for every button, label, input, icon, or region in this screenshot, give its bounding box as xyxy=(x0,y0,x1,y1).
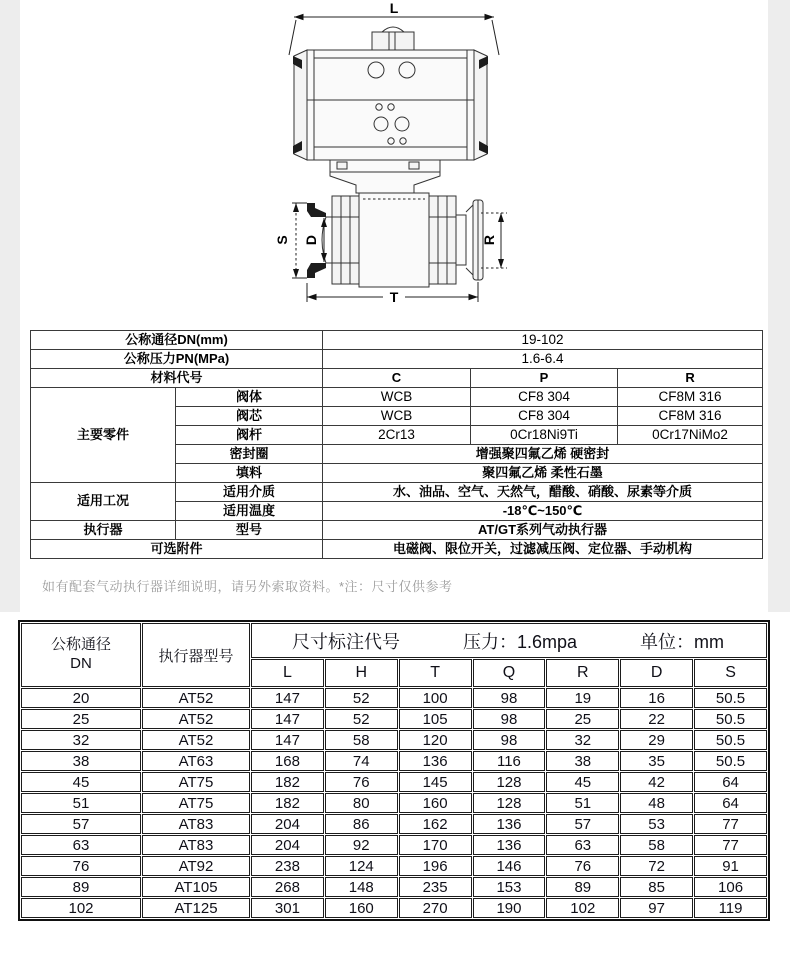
cell-dn: 45 xyxy=(21,772,141,792)
spec-group-label: 主要零件 xyxy=(31,388,176,483)
pressure-label: 压力：1.6mpa xyxy=(462,631,578,652)
valve-body xyxy=(332,193,456,287)
cell-dn: 63 xyxy=(21,835,141,855)
table-row xyxy=(21,709,767,729)
col-header-dn xyxy=(21,623,141,687)
footnote: 如有配套气动执行器详细说明，请另外索取资料。*注：尺寸仅供参考 xyxy=(20,559,768,612)
spec-value: 水、油品、空气、天然气，醋酸、硝酸、尿素等介质 xyxy=(323,483,763,502)
cell-T: 136 xyxy=(399,751,472,771)
spec-label: 型号 xyxy=(176,521,323,540)
cell-S: 50.5 xyxy=(694,730,767,750)
cell-D: 42 xyxy=(620,772,693,792)
spec-value: -18℃~150℃ xyxy=(323,502,763,521)
mounting-bracket xyxy=(330,160,440,193)
column-header: S xyxy=(694,659,767,687)
spec-label: 阀芯 xyxy=(176,407,323,426)
cell-Q: 116 xyxy=(473,751,546,771)
dim-R xyxy=(481,213,507,268)
cell-model: AT83 xyxy=(142,835,250,855)
cell-T: 270 xyxy=(399,898,472,918)
spec-value: 19-102 xyxy=(323,331,763,350)
cell-R: 51 xyxy=(546,793,619,813)
cell-L: 147 xyxy=(251,709,324,729)
table-row xyxy=(21,793,767,813)
cell-Q: 136 xyxy=(473,814,546,834)
cell-L: 147 xyxy=(251,688,324,708)
table-row xyxy=(21,814,767,834)
dim-label-S: S xyxy=(274,235,290,245)
spec-value: 聚四氟乙烯 柔性石墨 xyxy=(323,464,763,483)
cell-D: 85 xyxy=(620,877,693,897)
union-nut-left xyxy=(332,196,359,284)
cell-S: 64 xyxy=(694,772,767,792)
cell-H: 76 xyxy=(325,772,398,792)
spec-group-label: 执行器 xyxy=(31,521,176,540)
cell-D: 58 xyxy=(620,835,693,855)
cell-D: 29 xyxy=(620,730,693,750)
cell-L: 168 xyxy=(251,751,324,771)
column-header: Q xyxy=(473,659,546,687)
column-header: T xyxy=(399,659,472,687)
cell-D: 35 xyxy=(620,751,693,771)
spec-value: R xyxy=(618,369,763,388)
spec-row-material xyxy=(31,369,763,388)
cell-H: 92 xyxy=(325,835,398,855)
cell-H: 160 xyxy=(325,898,398,918)
cell-H: 86 xyxy=(325,814,398,834)
spec-row-pn xyxy=(31,350,763,369)
dim-label-R: R xyxy=(481,234,497,246)
cell-R: 102 xyxy=(546,898,619,918)
spec-value: 1.6-6.4 xyxy=(323,350,763,369)
dimension-table xyxy=(18,620,770,921)
spec-value: WCB xyxy=(323,388,471,407)
top-content xyxy=(20,0,768,612)
dim-D xyxy=(303,218,327,262)
cell-Q: 146 xyxy=(473,856,546,876)
cell-model: AT52 xyxy=(142,688,250,708)
dim-table-body xyxy=(21,688,767,918)
dim-label-L: L xyxy=(389,0,399,16)
cell-model: AT105 xyxy=(142,877,250,897)
bottom-section xyxy=(0,612,790,952)
cell-D: 97 xyxy=(620,898,693,918)
cell-H: 124 xyxy=(325,856,398,876)
cell-S: 50.5 xyxy=(694,709,767,729)
cell-S: 50.5 xyxy=(694,688,767,708)
cell-Q: 98 xyxy=(473,730,546,750)
cell-L: 204 xyxy=(251,814,324,834)
spec-label: 适用温度 xyxy=(176,502,323,521)
cell-S: 106 xyxy=(694,877,767,897)
union-nut-right xyxy=(429,196,456,284)
spec-label: 公称压力PN(MPa) xyxy=(31,350,323,369)
column-header: D xyxy=(620,659,693,687)
spec-value: C xyxy=(323,369,471,388)
cell-R: 32 xyxy=(546,730,619,750)
cell-D: 48 xyxy=(620,793,693,813)
cell-R: 63 xyxy=(546,835,619,855)
cell-S: 77 xyxy=(694,814,767,834)
cell-S: 50.5 xyxy=(694,751,767,771)
spec-value: 增强聚四氟乙烯 硬密封 xyxy=(323,445,763,464)
spec-value: P xyxy=(471,369,618,388)
cell-D: 16 xyxy=(620,688,693,708)
column-header: L xyxy=(251,659,324,687)
cell-dn: 38 xyxy=(21,751,141,771)
cell-L: 204 xyxy=(251,835,324,855)
table-row xyxy=(21,688,767,708)
cell-H: 74 xyxy=(325,751,398,771)
cell-Q: 128 xyxy=(473,772,546,792)
spec-value: CF8 304 xyxy=(471,407,618,426)
cell-L: 238 xyxy=(251,856,324,876)
cell-D: 72 xyxy=(620,856,693,876)
cell-Q: 136 xyxy=(473,835,546,855)
spec-row-body xyxy=(31,388,763,407)
spec-value: 2Cr13 xyxy=(323,426,471,445)
cell-Q: 153 xyxy=(473,877,546,897)
cell-H: 58 xyxy=(325,730,398,750)
cell-R: 38 xyxy=(546,751,619,771)
actuator-air-cap xyxy=(372,27,414,50)
cell-dn: 102 xyxy=(21,898,141,918)
spec-row-dn xyxy=(31,331,763,350)
cell-T: 235 xyxy=(399,877,472,897)
drawing-area xyxy=(20,0,768,330)
unit-label: 单位：mm xyxy=(639,631,724,652)
cell-T: 162 xyxy=(399,814,472,834)
cell-model: AT92 xyxy=(142,856,250,876)
cell-T: 196 xyxy=(399,856,472,876)
cell-model: AT75 xyxy=(142,793,250,813)
cell-T: 105 xyxy=(399,709,472,729)
spec-value: CF8 304 xyxy=(471,388,618,407)
valve-assembly-drawing xyxy=(269,0,519,325)
spec-label: 材料代号 xyxy=(31,369,323,388)
dim-code-title: 尺寸标注代号 xyxy=(292,631,400,652)
cell-Q: 128 xyxy=(473,793,546,813)
cell-S: 91 xyxy=(694,856,767,876)
table-row xyxy=(21,898,767,918)
cell-dn: 76 xyxy=(21,856,141,876)
cell-Q: 98 xyxy=(473,709,546,729)
spec-label: 密封圈 xyxy=(176,445,323,464)
dim-label-T: T xyxy=(389,289,399,305)
spec-row-medium xyxy=(31,483,763,502)
cell-model: AT83 xyxy=(142,814,250,834)
dim-header-row-1 xyxy=(21,623,767,658)
cell-L: 182 xyxy=(251,772,324,792)
cell-dn: 51 xyxy=(21,793,141,813)
spec-label: 公称通径DN(mm) xyxy=(31,331,323,350)
cell-R: 76 xyxy=(546,856,619,876)
column-header: H xyxy=(325,659,398,687)
cell-L: 147 xyxy=(251,730,324,750)
cell-Q: 190 xyxy=(473,898,546,918)
cell-H: 148 xyxy=(325,877,398,897)
cell-R: 57 xyxy=(546,814,619,834)
spec-label: 可选附件 xyxy=(31,540,323,559)
spec-value: 0Cr18Ni9Ti xyxy=(471,426,618,445)
cell-T: 120 xyxy=(399,730,472,750)
spec-label: 阀杆 xyxy=(176,426,323,445)
cell-T: 170 xyxy=(399,835,472,855)
cell-L: 268 xyxy=(251,877,324,897)
cell-R: 89 xyxy=(546,877,619,897)
cell-H: 80 xyxy=(325,793,398,813)
table-row xyxy=(21,877,767,897)
spec-row-model xyxy=(31,521,763,540)
cell-T: 160 xyxy=(399,793,472,813)
spec-value: CF8M 316 xyxy=(618,388,763,407)
cell-model: AT52 xyxy=(142,709,250,729)
cell-R: 25 xyxy=(546,709,619,729)
cell-dn: 89 xyxy=(21,877,141,897)
col-header-actuator: 执行器型号 xyxy=(142,623,250,687)
dim-label-D: D xyxy=(303,234,319,246)
cell-dn: 57 xyxy=(21,814,141,834)
spec-value: 0Cr17NiMo2 xyxy=(618,426,763,445)
cell-S: 77 xyxy=(694,835,767,855)
spec-value: CF8M 316 xyxy=(618,407,763,426)
table-row xyxy=(21,751,767,771)
spec-group-label: 适用工况 xyxy=(31,483,176,521)
cell-R: 19 xyxy=(546,688,619,708)
spec-value: 电磁阀、限位开关，过滤减压阀、定位器、手动机构 xyxy=(323,540,763,559)
col-header-dn-line1: 公称通径 xyxy=(50,636,111,654)
cell-D: 53 xyxy=(620,814,693,834)
spec-row-accessories xyxy=(31,540,763,559)
cell-T: 145 xyxy=(399,772,472,792)
cell-model: AT125 xyxy=(142,898,250,918)
spec-value: WCB xyxy=(323,407,471,426)
cell-R: 45 xyxy=(546,772,619,792)
cell-L: 182 xyxy=(251,793,324,813)
cell-S: 119 xyxy=(694,898,767,918)
col-header-dn-line2: DN xyxy=(70,655,92,672)
table-row xyxy=(21,856,767,876)
table-row xyxy=(21,730,767,750)
table-row xyxy=(21,835,767,855)
cell-D: 22 xyxy=(620,709,693,729)
table-row xyxy=(21,772,767,792)
cell-model: AT75 xyxy=(142,772,250,792)
actuator-body xyxy=(307,50,474,160)
spec-value: AT/GT系列气动执行器 xyxy=(323,521,763,540)
cell-model: AT52 xyxy=(142,730,250,750)
cell-S: 64 xyxy=(694,793,767,813)
cell-T: 100 xyxy=(399,688,472,708)
spec-label: 填料 xyxy=(176,464,323,483)
spec-label: 适用介质 xyxy=(176,483,323,502)
cell-model: AT63 xyxy=(142,751,250,771)
dim-table-title-cell xyxy=(251,623,767,658)
spec-table xyxy=(30,330,763,559)
cell-dn: 20 xyxy=(21,688,141,708)
right-ferrule-end xyxy=(456,200,483,280)
cell-Q: 98 xyxy=(473,688,546,708)
cell-dn: 32 xyxy=(21,730,141,750)
cell-dn: 25 xyxy=(21,709,141,729)
cell-L: 301 xyxy=(251,898,324,918)
cell-H: 52 xyxy=(325,709,398,729)
spec-label: 阀体 xyxy=(176,388,323,407)
column-header: R xyxy=(546,659,619,687)
cell-H: 52 xyxy=(325,688,398,708)
